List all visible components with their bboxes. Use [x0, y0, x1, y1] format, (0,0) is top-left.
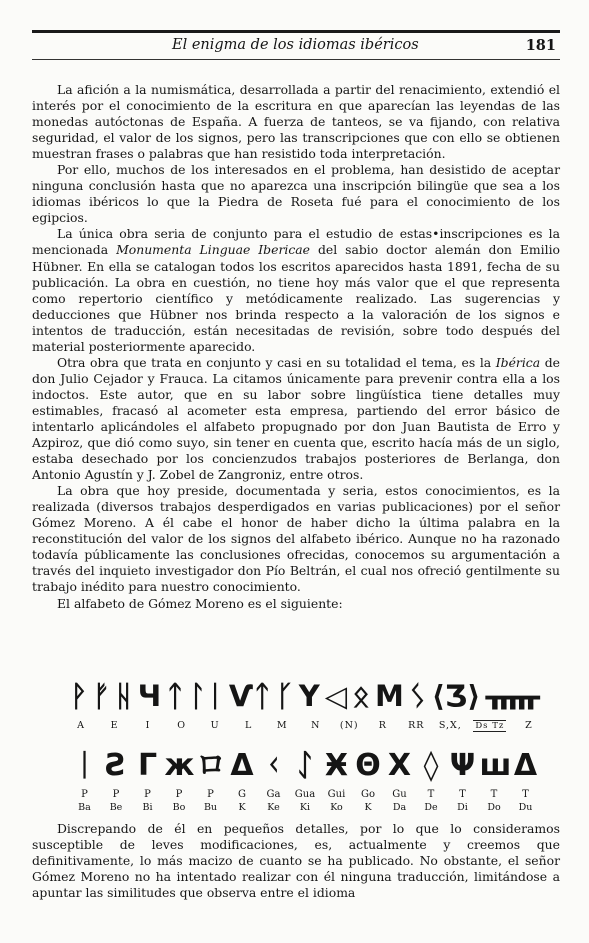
body-text: [32, 82, 560, 612]
paragraph-bilingue: Por ello, muchos de los interesados en el problema, han desistido de aceptar ninguna conclusión hasta que no aparezca una inscripción bilingüe que sea a los idiomas ibéricos lo que la Piedra de Roseta fué para el conocimiento de los egipcios.: [32, 162, 560, 226]
syllable-value: Du: [518, 802, 533, 813]
iberian-glyph: ᛊ: [408, 679, 427, 713]
header-rule: [32, 59, 560, 60]
iberian-glyph: ᛏ: [166, 679, 184, 713]
paragraph-alphabet-intro: El alfabeto de Gómez Moreno es el siguiente:: [57, 595, 343, 611]
iberian-glyph: ᚹ: [70, 679, 88, 713]
top-rule: [32, 30, 560, 33]
syllable-value: Ki: [299, 802, 311, 813]
syllable-value: Bi: [142, 802, 153, 813]
consonant-value: P: [207, 789, 214, 800]
iberian-glyph: ᚅ: [485, 679, 540, 713]
consonant-value: P: [175, 789, 183, 800]
iberian-glyph: Ƨ: [105, 748, 127, 783]
iberian-glyph: ᛁ: [75, 748, 94, 783]
iberian-glyph: M: [374, 679, 404, 713]
letter-value: O: [177, 720, 186, 731]
alphabet-glyph-row-2: [70, 745, 540, 787]
consonant-value: P: [144, 789, 151, 800]
syllable-value: K: [238, 802, 246, 813]
iberian-glyph: Ч: [137, 679, 162, 713]
consonant-value: Go: [360, 789, 375, 800]
consonant-value: P: [112, 789, 120, 800]
iberian-glyph: ᚠ: [92, 679, 110, 713]
iberian-glyph: Θ: [355, 748, 381, 783]
letter-value: N: [311, 720, 321, 731]
syllable-value: Bu: [203, 802, 218, 813]
syllable-value: Be: [109, 802, 123, 813]
iberian-glyph: ᛇ: [296, 748, 314, 783]
syllable-value: Ko: [330, 802, 343, 813]
alphabet-glyph-row-1: [70, 677, 540, 715]
iberian-glyph: ᚲ: [264, 748, 283, 783]
letter-value: U: [210, 720, 220, 731]
letter-value: M: [276, 720, 288, 731]
letter-value: A: [77, 720, 85, 731]
letter-value: RR: [408, 720, 425, 731]
paragraph-closing: Discrepando de él en pequeños detalles, por lo que lo consideramos susceptible de leves modificaciones, es, actualmente y creemos que definitivamente, lo más macizo de cuanto se ha publicado. No obstante, el señor Gómez Moreno no ha intentado realizar con él ninguna traducción, limitándose a apuntar las similitudes que observa entre el idioma: [32, 821, 560, 901]
consonant-value: T: [459, 789, 466, 800]
syllable-value: Da: [392, 802, 407, 813]
letter-value: Ds Tz: [475, 721, 505, 731]
iberian-glyph: Y: [298, 679, 320, 713]
iberian-glyph: ж: [164, 748, 195, 783]
syllable-value: Bo: [172, 802, 186, 813]
letter-value: E: [110, 720, 119, 731]
consonant-value: T: [427, 789, 435, 800]
consonant-value: T: [490, 789, 498, 800]
syllable-value: K: [364, 802, 372, 813]
letter-value: Z: [525, 720, 533, 731]
iberian-glyph: Г: [137, 748, 158, 783]
consonant-value: G: [238, 789, 246, 800]
iberian-glyph: Ψ: [449, 748, 476, 783]
iberian-glyph: Δ: [230, 748, 254, 783]
letter-value: I: [145, 720, 151, 731]
consonant-value: P: [81, 789, 88, 800]
letter-value: (N): [339, 720, 359, 731]
syllable-value: De: [424, 802, 438, 813]
iberian-glyph: ᚴ: [276, 679, 294, 713]
iberian-glyph: X: [387, 748, 412, 783]
consonant-value: T: [522, 789, 529, 800]
syllable-value: Do: [487, 802, 501, 813]
iberian-glyph: ᚺ: [115, 679, 133, 713]
iberian-glyph: ◁: [324, 679, 348, 713]
paragraph-hubner: La única obra seria de conjunto para el estudio de estas•inscripciones es la mencionada Monumenta Linguae Ibericae del sabio doctor alemán don Emilio Hübner. En ella se catalogan todos los escritos aparecidos hasta 1891, fecha de su publicación. La obra en cuestión, no tiene hoy más valor que el que representa como repertorio científico y metódicamente realizado. Las sugerencias y deducciones que Hübner nos brinda respecto a la valoración de los signos e intentos de traducción, están necesitadas de revisión, sobre todo después del material posteriormente aparecido.: [32, 226, 560, 354]
consonant-value: Ga: [266, 789, 281, 800]
consonant-value: Gu: [392, 789, 407, 800]
closing-text: [32, 821, 560, 901]
letter-value: L: [245, 720, 253, 731]
letter-value: S,X,: [438, 720, 462, 731]
alphabet-consonant-row: [70, 789, 540, 800]
iberian-glyph: ⟨Ʒ⟩: [431, 679, 481, 713]
iberian-glyph: Δ: [513, 748, 538, 783]
alphabet-value-row-1: [70, 720, 540, 732]
letter-value: R: [378, 720, 387, 731]
iberian-glyph: ロ: [196, 748, 226, 783]
iberian-glyph: ᛟ: [352, 679, 370, 713]
iberian-glyph: Ӿ: [324, 748, 349, 783]
running-title: El enigma de los idiomas ibéricos: [172, 37, 419, 53]
consonant-value: Gua: [294, 789, 316, 800]
paragraph-numismatica: La afición a la numismática, desarrollada a partir del renacimiento, extendió el interés por el conocimiento de la escritura en que aparecían las leyendas de las monedas autóctonas de España. A fuerza de tanteos, se va fijando, con relativa seguridad, el valor de los signos, pero las transcripciones que con ello se obtienen muestran frases o palabras que han resistido toda interpretación.: [32, 82, 560, 162]
paragraph-gomez-moreno: La obra que hoy preside, documentada y seria, estos conocimientos, es la realizada (diversos trabajos desperdigados en varias publicaciones) por el señor Gómez Moreno. A él cabe el honor de haber dicho la última palabra en la reconstitución del valor de los signos del alfabeto ibérico. Aunque no ha razonado todavía públicamente las conclusiones ofrecidas, conocemos su argumentación a través del inquieto investigador don Pío Beltrán, el cual nos ofreció gentilmente su trabajo inédito para nuestro conocimiento.: [32, 483, 560, 595]
syllable-value: Di: [457, 802, 468, 813]
iberian-glyph: ᛚᛁ: [188, 679, 224, 713]
running-header: [32, 37, 560, 59]
syllable-value: Ke: [267, 802, 280, 813]
iberian-glyph: ш: [479, 748, 512, 783]
alphabet-syllable-row: [70, 802, 540, 813]
iberian-glyph: ◊: [423, 748, 439, 783]
syllable-value: Ba: [78, 802, 91, 813]
page-number: 181: [525, 37, 556, 54]
iberian-glyph: Ѵᛏ: [228, 679, 271, 713]
consonant-value: Gui: [327, 789, 346, 800]
paragraph-cejador: Otra obra que trata en conjunto y casi en su totalidad el tema, es la Ibérica de don Julio Cejador y Frauca. La citamos únicamente para prevenir contra ella a los indoctos. Este autor, que en su labor sobre lingüística tiene detalles muy estimables, fracasó al acometer esta empresa, partiendo del error básico de intentarlo aplicándoles el alfabeto propugnado por don Juan Bautista de Erro y Azpiroz, que dió como suyo, sin tener en cuenta que, escrito hacía más de un siglo, estaba desechado por los concienzudos trabajos posteriores de Berlanga, don Antonio Agustín y J. Zobel de Zangroniz, entre otros.: [32, 354, 560, 483]
